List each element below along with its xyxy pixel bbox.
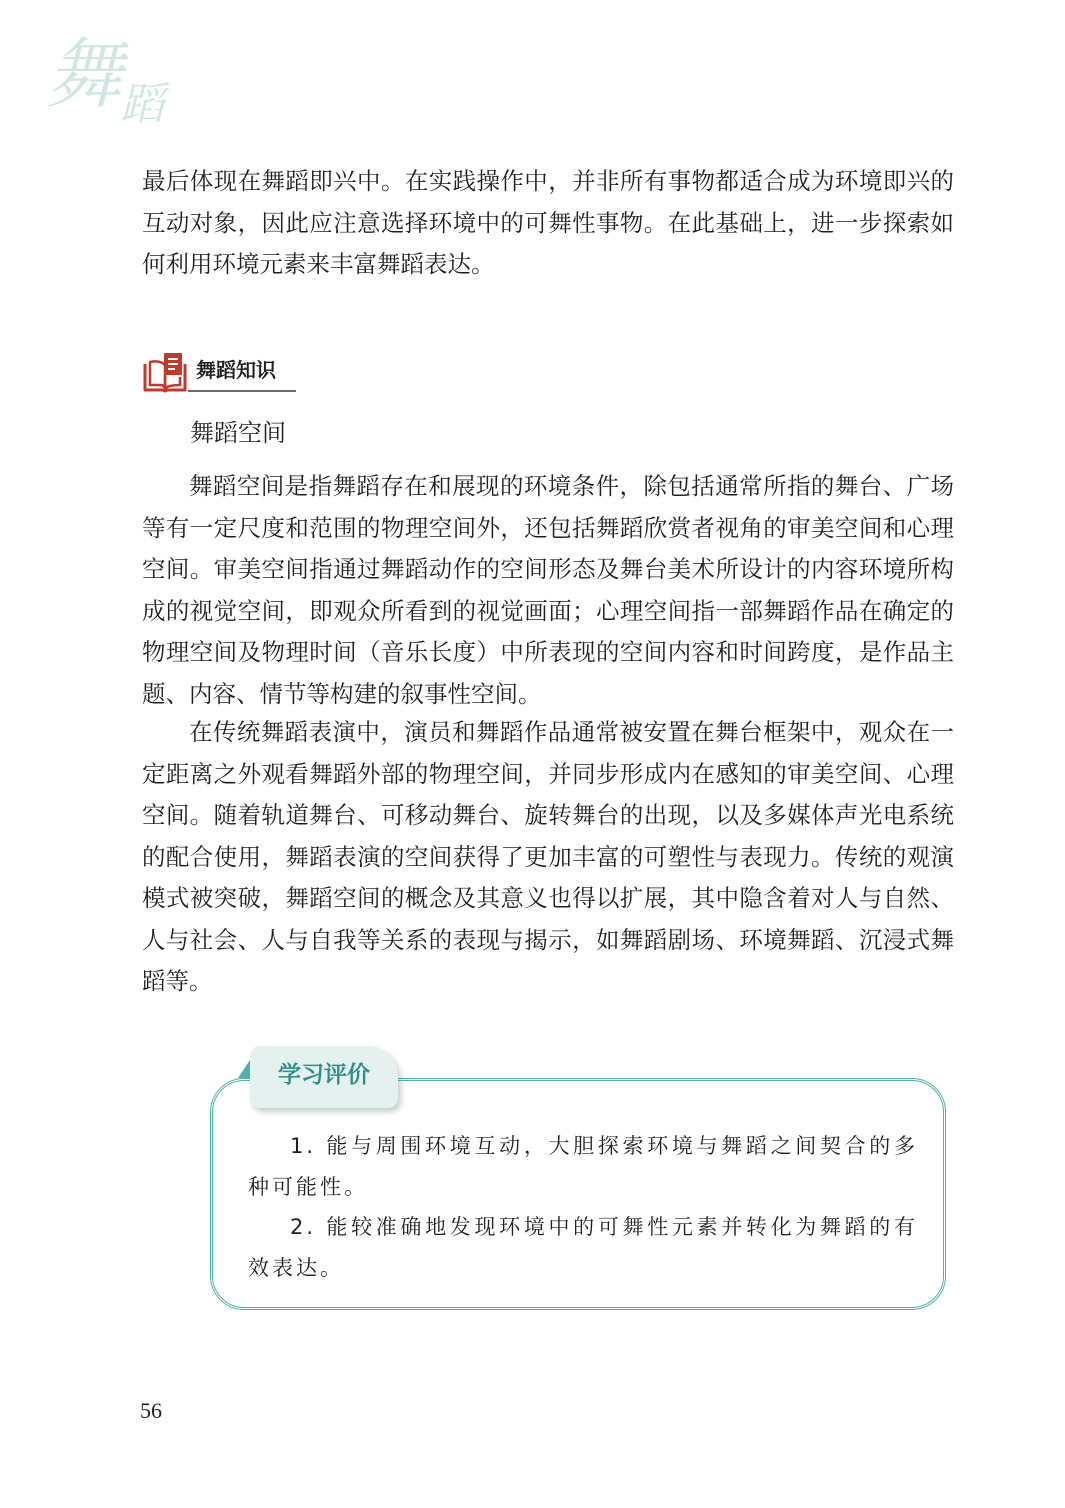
logo-char-step: 蹈 <box>120 79 164 130</box>
evaluation-tab <box>250 1046 398 1108</box>
knowledge-section-tag <box>142 350 298 394</box>
logo-char-dance: 舞 <box>46 30 122 119</box>
page-number: 56 <box>140 1398 162 1423</box>
knowledge-section-title: 舞蹈知识 <box>196 358 276 382</box>
open-book-icon <box>142 350 188 394</box>
evaluation-title: 学习评价 <box>278 1062 370 1088</box>
evaluation-item: 1. 能与周围环境互动，大胆探索环境与舞蹈之间契合的多种可能性。 <box>248 1134 918 1199</box>
section-underline <box>188 390 296 392</box>
chapter-logo <box>40 30 180 150</box>
body-paragraph: 舞蹈空间是指舞蹈存在和展现的环境条件，除包括通常所指的舞台、广场等有一定尺度和范围的物理空间外，还包括舞蹈欣赏者视角的审美空间和心理空间。审美空间指通过舞蹈动作的空间形态及舞台美术所设计的内容环境所构成的视觉空间，即观众所看到的视觉画面；心理空间指一部舞蹈作品在确定的物理空间及物理时间（音乐长度）中所表现的空间内容和时间跨度，是作品主题、内容、情节等构建的叙事性空间。 <box>142 472 954 708</box>
body-paragraph: 在传统舞蹈表演中，演员和舞蹈作品通常被安置在舞台框架中，观众在一定距离之外观看舞蹈外部的物理空间，并同步形成内在感知的审美空间、心理空间。随着轨道舞台、可移动舞台、旋转舞台的出现，以及多媒体声光电系统的配合使用，舞蹈表演的空间获得了更加丰富的可塑性与表现力。传统的观演模式被突破，舞蹈空间的概念及其意义也得以扩展，其中隐含着对人与自然、人与社会、人与自我等关系的表现与揭示，如舞蹈剧场、环境舞蹈、沉浸式舞蹈等。 <box>142 718 954 995</box>
evaluation-item: 2. 能较准确地发现环境中的可舞性元素并转化为舞蹈的有效表达。 <box>248 1215 918 1280</box>
intro-paragraph: 最后体现在舞蹈即兴中。在实践操作中，并非所有事物都适合成为环境即兴的互动对象，因此应注意选择环境中的可舞性事物。在此基础上，进一步探索如何利用环境元素来丰富舞蹈表达。 <box>142 167 954 278</box>
evaluation-tab-notch <box>238 1060 250 1078</box>
section-subtitle: 舞蹈空间 <box>190 419 286 447</box>
